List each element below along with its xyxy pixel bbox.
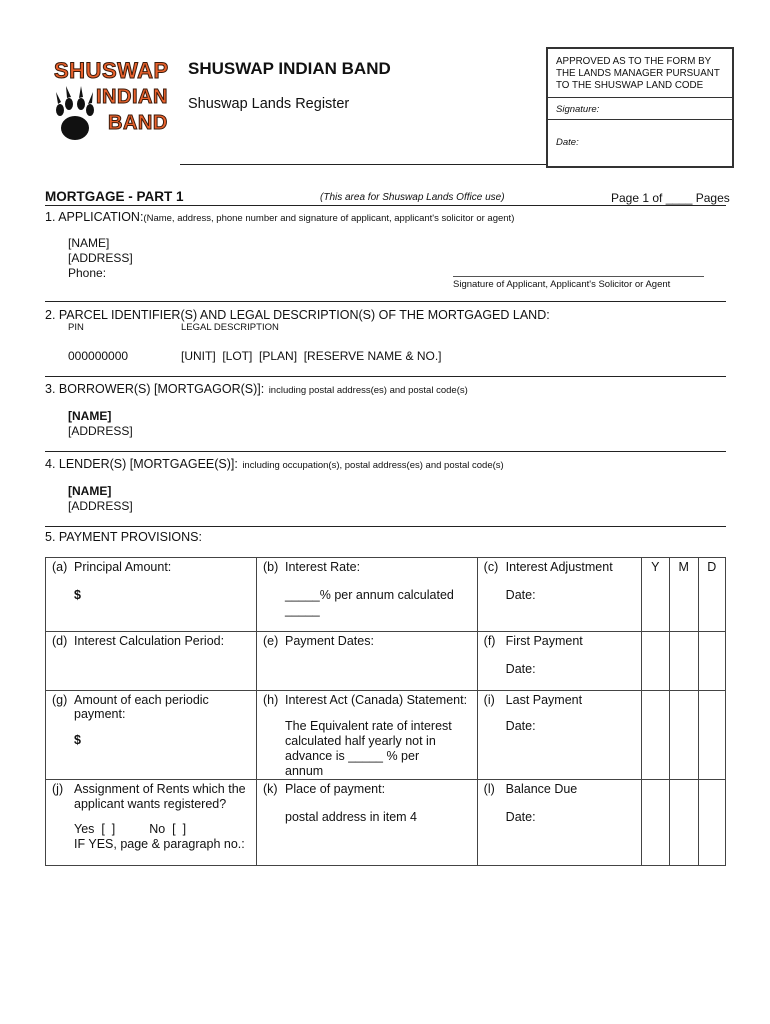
interest-rate-value: _____% per annum calculated _____ [285, 588, 454, 617]
office-use-note: (This area for Shuswap Lands Office use) [320, 192, 505, 203]
last-payment-year[interactable] [641, 691, 669, 780]
section-1-heading [45, 208, 514, 226]
approval-signature-label: Signature: [556, 104, 600, 115]
periodic-payment-label: Amount of each periodic payment: [74, 693, 209, 721]
header-month [670, 558, 698, 632]
section-2-title: 2. PARCEL IDENTIFIER(S) AND LEGAL DESCRIPTION(S) OF THE MORTGAGED LAND: [45, 308, 550, 322]
logo-line-shuswap: SHUSWAP [54, 58, 169, 83]
section-3-note: including postal address(es) and postal code(s) [268, 385, 468, 396]
payment-row-4 [46, 780, 726, 866]
applicant-phone: Phone: [68, 266, 107, 280]
first-payment-label: First Payment [505, 634, 583, 648]
cell-first-payment[interactable] [477, 632, 641, 691]
interest-calculation-period-label: Interest Calculation Period: [74, 634, 225, 648]
last-payment-date: Date: [505, 719, 536, 733]
cell-last-payment[interactable] [477, 691, 641, 780]
cell-interest-act-statement[interactable] [257, 691, 478, 780]
yes-no-row [52, 822, 250, 836]
form-title: MORTGAGE - PART 1 [45, 189, 184, 204]
key-b: (b) [263, 560, 279, 574]
section-1-divider [45, 301, 726, 302]
balance-due-label: Balance Due [505, 782, 578, 796]
principal-amount-value: $ [74, 588, 81, 602]
section-1-note: (Name, address, phone number and signature of applicant, applicant's solicitor or agent) [143, 213, 515, 224]
approval-divider-2 [548, 119, 732, 120]
signature-caption: Signature of Applicant, Applicant's Solicitor or Agent [453, 279, 671, 290]
principal-amount-label: Principal Amount: [74, 560, 172, 574]
section-4-note: including occupation(s), postal address(es) and postal code(s) [242, 460, 504, 471]
section-2-divider [45, 376, 726, 377]
section-5-title: 5. PAYMENT PROVISIONS: [45, 530, 202, 544]
logo-line-band: BAND [108, 112, 168, 134]
applicant-address: [ADDRESS] [68, 251, 133, 265]
assignment-of-rents-label: Assignment of Rents which the applicant wants registered? [74, 782, 246, 811]
legal-description-value: [UNIT] [LOT] [PLAN] [RESERVE NAME & NO.] [181, 349, 442, 363]
interest-adjustment-date: Date: [505, 588, 536, 602]
periodic-payment-value: $ [74, 733, 81, 747]
band-logo [52, 58, 168, 146]
day-label: D [707, 560, 717, 574]
key-g: (g) [52, 693, 68, 707]
year-label: Y [651, 560, 660, 574]
first-payment-date: Date: [505, 662, 536, 676]
approval-text: APPROVED AS TO THE FORM BY THE LANDS MANAGER PURSUANT TO THE SHUSWAP LAND CODE [556, 56, 720, 91]
page-count: Page 1 of ____ Pages [611, 191, 730, 205]
balance-due-date: Date: [505, 810, 536, 824]
band-title: SHUSWAP INDIAN BAND [188, 59, 391, 78]
logo-line-indian: INDIAN [96, 86, 168, 108]
key-l: (l) [483, 782, 495, 796]
balance-due-year[interactable] [641, 780, 669, 866]
key-f: (f) [483, 634, 496, 648]
cell-place-of-payment[interactable] [257, 780, 478, 866]
key-i: (i) [483, 693, 495, 707]
key-h: (h) [263, 693, 279, 707]
place-of-payment-value: postal address in item 4 [285, 810, 418, 824]
key-a: (a) [52, 560, 68, 574]
section-3-title: 3. BORROWER(S) [MORTGAGOR(S)]: [45, 382, 265, 396]
pin-value: 000000000 [68, 349, 129, 363]
bear-paw-icon [52, 86, 98, 144]
section-4-divider [45, 526, 726, 527]
approval-date-label: Date: [556, 137, 579, 148]
cell-periodic-payment[interactable] [46, 691, 257, 780]
section-3-heading [45, 380, 468, 398]
borrower-name: [NAME] [68, 409, 112, 423]
no-checkbox[interactable]: No [ ] [149, 822, 187, 836]
approval-divider [548, 97, 732, 98]
if-yes-paragraph: IF YES, page & paragraph no.: [74, 837, 245, 851]
key-d: (d) [52, 634, 68, 648]
place-of-payment-label: Place of payment: [285, 782, 386, 796]
applicant-name: [NAME] [68, 236, 110, 250]
section-4-heading [45, 455, 504, 473]
key-k: (k) [263, 782, 278, 796]
balance-due-day[interactable] [698, 780, 726, 866]
legal-description-label: LEGAL DESCRIPTION [181, 322, 279, 333]
payment-row-1 [46, 558, 726, 632]
title-underline [45, 205, 726, 206]
lender-name: [NAME] [68, 484, 112, 498]
first-payment-day[interactable] [698, 632, 726, 691]
last-payment-label: Last Payment [505, 693, 583, 707]
first-payment-month[interactable] [670, 632, 698, 691]
cell-principal-amount[interactable] [46, 558, 257, 632]
section-3-divider [45, 451, 726, 452]
balance-due-month[interactable] [670, 780, 698, 866]
key-c: (c) [483, 560, 499, 574]
key-e: (e) [263, 634, 279, 648]
payment-dates-label: Payment Dates: [285, 634, 374, 648]
payment-provisions-table [45, 557, 726, 866]
cell-payment-dates[interactable] [257, 632, 478, 691]
signature-line[interactable] [453, 276, 704, 277]
last-payment-day[interactable] [698, 691, 726, 780]
section-4-title: 4. LENDER(S) [MORTGAGEE(S)]: [45, 457, 238, 471]
approval-box [546, 47, 734, 168]
cell-balance-due[interactable] [477, 780, 641, 866]
register-subtitle: Shuswap Lands Register [188, 96, 350, 112]
header-underline [180, 164, 546, 165]
key-j: (j) [52, 782, 64, 796]
cell-assignment-of-rents [46, 780, 257, 866]
borrower-address: [ADDRESS] [68, 424, 133, 438]
section-1-title: 1. APPLICATION: [45, 210, 144, 224]
cell-interest-adjustment[interactable] [477, 558, 641, 632]
yes-checkbox[interactable]: Yes [ ] [74, 822, 116, 836]
cell-interest-calculation-period[interactable] [46, 632, 257, 691]
interest-act-label: Interest Act (Canada) Statement: [285, 693, 468, 707]
first-payment-year[interactable] [641, 632, 669, 691]
month-label: M [678, 560, 689, 574]
interest-rate-label: Interest Rate: [285, 560, 361, 574]
payment-row-3 [46, 691, 726, 780]
cell-interest-rate[interactable] [257, 558, 478, 632]
header-year [641, 558, 669, 632]
pin-label: PIN [68, 322, 84, 333]
lender-address: [ADDRESS] [68, 499, 133, 513]
payment-row-2 [46, 632, 726, 691]
header-day [698, 558, 726, 632]
interest-adjustment-label: Interest Adjustment [505, 560, 613, 574]
last-payment-month[interactable] [670, 691, 698, 780]
interest-act-text: The Equivalent rate of interest calculated half yearly not in advance is _____ % per annum [285, 719, 452, 778]
